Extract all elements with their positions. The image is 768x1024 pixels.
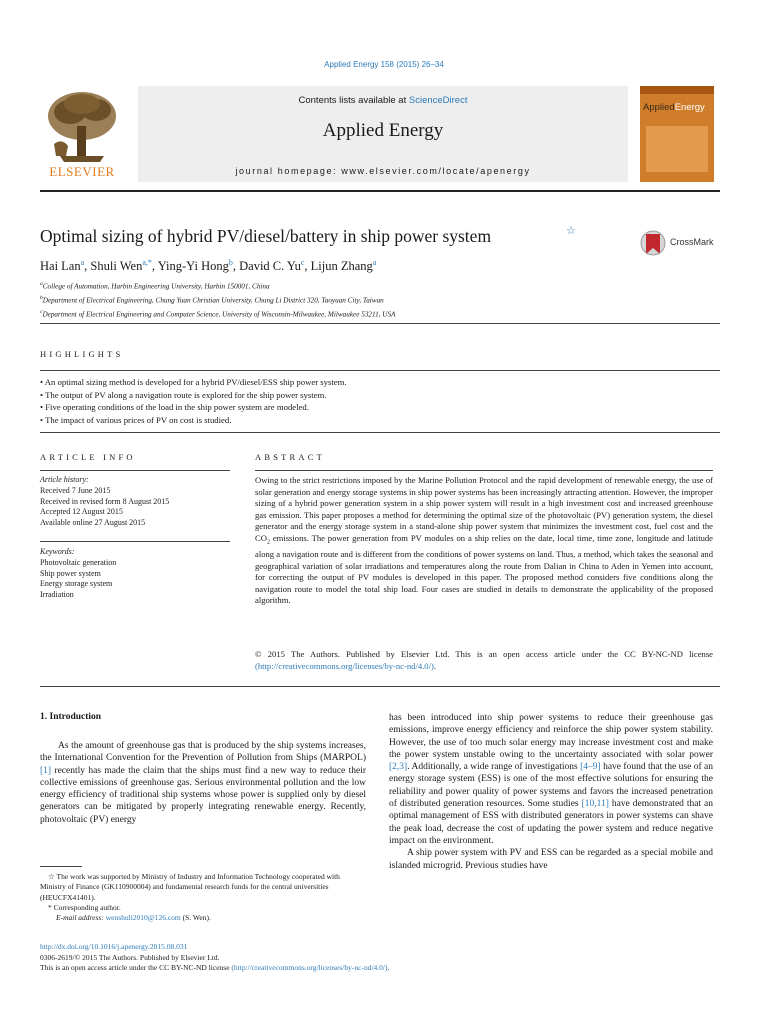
header-rule	[40, 190, 720, 192]
affiliations	[40, 279, 395, 321]
author-name[interactable]: Lijun Zhang	[310, 259, 373, 274]
keywords-rule	[40, 541, 230, 542]
abstract-bottom-rule	[40, 686, 720, 687]
highlights-top-rule	[40, 370, 720, 371]
author-affil-mark[interactable]: a,*	[142, 258, 152, 267]
highlights-bottom-rule	[40, 432, 720, 433]
journal-cover-thumbnail	[640, 86, 714, 182]
abstract-heading: ABSTRACT	[255, 452, 325, 462]
keyword-item: Ship power system	[40, 568, 101, 578]
journal-name: Applied Energy	[322, 120, 444, 141]
highlights-list	[40, 376, 720, 427]
journal-masthead	[138, 86, 628, 182]
article-history	[40, 475, 230, 529]
doi-link[interactable]: http://dx.doi.org/10.1016/j.apenergy.2015.08.031	[40, 942, 188, 951]
author-name[interactable]: Hai Lan	[40, 259, 81, 274]
bottom-license-link[interactable]: (http://creativecommons.org/licenses/by-nc-nd/4.0/)	[231, 963, 388, 972]
history-item: Received 7 June 2015	[40, 485, 111, 495]
paragraph: A ship power system with PV and ESS can be regarded as a special mobile and islanded microgrid. Previous studies have	[389, 848, 713, 871]
citation-ref[interactable]: [1]	[40, 765, 52, 776]
article-title: Optimal sizing of hybrid PV/diesel/battery in ship power system	[40, 226, 492, 246]
crossmark-badge[interactable]	[640, 230, 720, 256]
journal-citation-link[interactable]: Applied Energy 158 (2015) 26–34	[324, 60, 444, 69]
author-affil-mark[interactable]: b	[228, 258, 233, 267]
history-label: Article history:	[40, 475, 89, 484]
article-bottom-info	[40, 942, 720, 974]
crossmark-label: CrossMark	[670, 237, 714, 247]
abstract-copyright: © 2015 The Authors. Published by Elsevier Ltd. This is an open access article under the CC BY-NC-ND license (http://creativecommons.org/licenses/by-nc-nd/4.0/).	[255, 649, 713, 671]
author-affil-mark[interactable]: c	[300, 258, 305, 267]
journal-homepage[interactable]: journal homepage: www.elsevier.com/locate/apenergy	[235, 166, 531, 176]
section-heading-introduction: 1. Introduction	[40, 712, 102, 722]
article-info-rule	[40, 470, 230, 471]
author-affil-mark[interactable]: a	[80, 258, 85, 267]
highlight-item: • The output of PV along a navigation route is explored for the ship power system.	[40, 389, 327, 400]
intro-right-column	[389, 712, 713, 872]
footnotes	[40, 872, 366, 923]
highlight-item: • An optimal sizing method is developed for a hybrid PV/diesel/ESS ship power system.	[40, 377, 347, 387]
author-name[interactable]: David C. Yu	[239, 259, 301, 274]
affiliation-item: $^b$Department of Electrical Engineering, Chung Yuan Christian University, Chung Li District 320, Taoyuan City, Taiwan	[40, 294, 384, 305]
title-footnote-star-icon[interactable]: ☆	[566, 225, 576, 237]
keyword-item: Energy storage system	[40, 579, 113, 589]
citation-ref[interactable]: [10,11]	[581, 799, 609, 810]
intro-left-column: As the amount of greenhouse gas that is produced by the ship systems increases, the International Convention for the Prevention of Pollution from Ships (MARPOL) [1] recently has made the claim that the ships must find a new way to reduce their collective emissions of greenhouse gas. Serious environmental pollution and the low energy efficiency of traditional ship systems whose power is supplied only by diesel generators can be mitigated by properly integrating renewable energy. Recently, photovoltaic (PV) energy	[40, 741, 366, 825]
paragraph: has been introduced into ship power systems to reduce their greenhouse gas emissions, improve energy efficiency and reinforce the ship power system stability. However, the use of too much solar energy may increase investment cost and make the power system unstable owing to the uncertainty associated with solar power [2,3]. Additionally, a wide range of investigations [4–9] have found that the use of an energy storage system (ESS) is one of the most effective solutions for ensuring the reliability and power quality of power systems and favors the increased penetration of distributed generation resources. Some studies [10,11] have demonstrated that an optimal management of ESS with distributed generators in power systems can shave the peak load, decrease the cost of updating the power system and reduce negative impact on the environment.	[389, 713, 714, 846]
history-item: Accepted 12 August 2015	[40, 507, 123, 517]
abstract-text: Owing to the strict restrictions imposed by the Marine Pollution Protocol and the rapid development of renewable energy, the use of solar generation and energy storage systems in ship power systems has been increasingly attracting attention. However, the improper sizing of a hybrid power generation system in a ship power system will result in a high investment cost and increased greenhouse gas emission. This paper proposes a method for determining the optimal size of the photovoltaic (PV) generation system, the diesel generator and the energy storage system in a stand-alone ship power system that minimizes the investment cost, fuel cost and the $CO_2$ emissions. The power generation from PV modules on a ship relies on the date, local time, time zone, longitude and latitude along a navigation route and is different from the conditions of power systems on land. Thus, a method, which takes the seasonal and geographical variation of solar irradiations and temperatures along the route from Dalian in China to Aden in Yemen into account, for correcting the output of PV modules is developed in this paper. The proposed method considers five conditions along the navigation route to model the total ship load. Four cases are studied in details to demonstrate the applicability of the proposed algorithm.	[255, 475, 713, 606]
sciencedirect-link[interactable]: ScienceDirect	[408, 95, 468, 106]
title-rule	[40, 323, 720, 324]
email-line: E-mail address: wenshuli2010@126.com (S. Wen).	[56, 913, 211, 923]
abstract-rule	[255, 470, 713, 471]
keywords-label: Keywords:	[40, 547, 75, 556]
contents-prefix: Contents lists available at	[298, 95, 409, 106]
open-access-line: This is an open access article under the CC BY-NC-ND license (http://creativecommons.org/licenses/by-nc-nd/4.0/).	[40, 963, 390, 972]
corresponding-author-note: * Corresponding author.	[48, 902, 121, 912]
highlight-item: • Five operating conditions of the load in the ship power system are modeled.	[40, 402, 309, 413]
keywords	[40, 547, 230, 601]
crossmark-icon	[640, 230, 666, 256]
highlight-item: • The impact of various prices of PV on cost is studied.	[40, 415, 232, 426]
author-affil-mark[interactable]: a	[372, 258, 377, 267]
citation-ref[interactable]: [2,3]	[389, 762, 408, 773]
highlights-heading: HIGHLIGHTS	[40, 349, 124, 359]
affiliation-item: $^c$Department of Electrical Engineering and Computer Science, University of Wisconsin-Milwaukee, Milwaukee 53211, USA	[40, 308, 396, 319]
keyword-item: Photovoltaic generation	[40, 557, 117, 567]
author-name[interactable]: Shuli Wen	[90, 259, 143, 274]
funding-footnote: ☆ The work was supported by Ministry of Industry and Information Technology cooperated with Ministry of Finance (GK110900004) and fundamental research funds for the central universities (HEUCFX41401).	[40, 872, 340, 902]
cover-title: AppliedEnergy	[643, 102, 705, 113]
citation-ref[interactable]: [4–9]	[580, 762, 601, 773]
keyword-item: Irradiation	[40, 590, 74, 600]
footnote-rule	[40, 866, 82, 867]
issn-line: 0306-2619/© 2015 The Authors. Published by Elsevier Ltd.	[40, 952, 220, 962]
author-list: Hai Lan$^a$, Shuli Wen$^{a,*}$, Ying-Yi Hong$^b$, David C. Yu$^c$, Lijun Zhang$^a$	[40, 258, 377, 274]
affiliation-item: $^a$College of Automation, Harbin Engineering University, Harbin 150001, China	[40, 281, 270, 291]
elsevier-logo	[40, 86, 124, 182]
author-name[interactable]: Ying-Yi Hong	[157, 259, 229, 274]
contents-availability	[138, 95, 628, 106]
author-email-link[interactable]: wenshuli2010@126.com	[105, 913, 181, 923]
history-item: Received in revised form 8 August 2015	[40, 496, 170, 506]
license-link[interactable]: (http://creativecommons.org/licenses/by-nc-nd/4.0/)	[255, 660, 434, 671]
history-item: Available online 27 August 2015	[40, 518, 146, 528]
publisher-name: ELSEVIER	[49, 164, 115, 179]
article-info-heading: ARTICLE INFO	[40, 452, 136, 462]
